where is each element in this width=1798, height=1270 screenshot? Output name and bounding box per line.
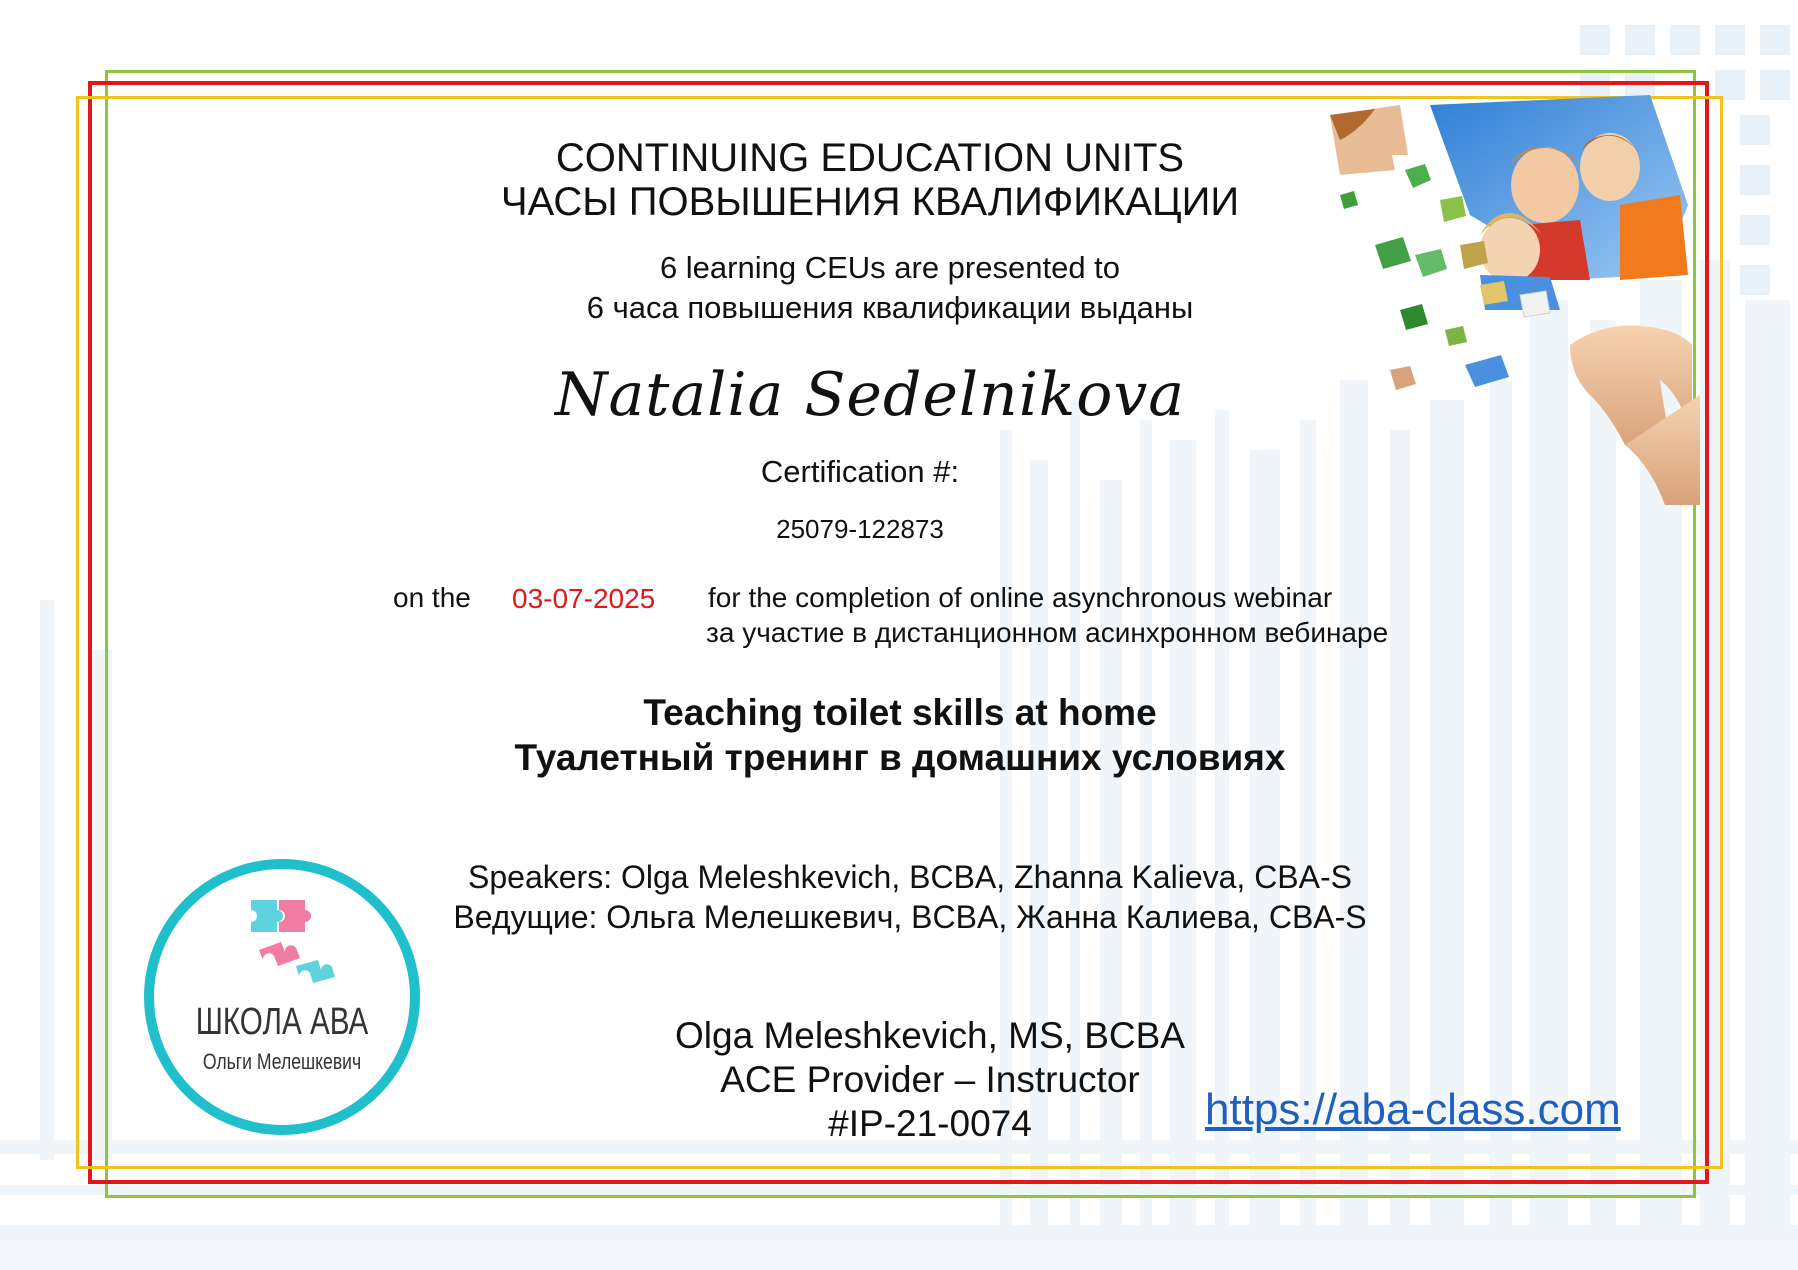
title-en: CONTINUING EDUCATION UNITS bbox=[555, 136, 1185, 180]
presented-en: 6 learning CEUs are presented to bbox=[659, 250, 1121, 285]
logo-subtitle: Ольги Мелешкевич bbox=[202, 1049, 362, 1074]
completion-text-en: for the completion of online asynchronous webinar bbox=[708, 582, 1333, 613]
school-logo bbox=[143, 858, 421, 1136]
signer-role: ACE Provider – Instructor bbox=[720, 1059, 1140, 1100]
presented-ru: 6 часа повышения квалификации выданы bbox=[586, 290, 1194, 325]
website-link[interactable]: https://aba-class.com bbox=[1205, 1085, 1621, 1134]
logo-title: ШКОЛА АВА bbox=[195, 1001, 369, 1043]
signer-name: Olga Meleshkevich, MS, BCBA bbox=[675, 1015, 1185, 1056]
signer-id: #IP-21-0074 bbox=[828, 1103, 1032, 1144]
course-title-en: Teaching toilet skills at home bbox=[643, 692, 1157, 733]
course-title-ru: Туалетный тренинг в домашних условиях bbox=[514, 737, 1286, 778]
speakers-en: Speakers: Olga Meleshkevich, BCBA, Zhanna Kalieva, CBA-S bbox=[468, 859, 1352, 895]
completion-date: 03-07-2025 bbox=[512, 583, 656, 614]
certification-number: 25079-122873 bbox=[776, 514, 944, 544]
title-ru: ЧАСЫ ПОВЫШЕНИЯ КВАЛИФИКАЦИИ bbox=[500, 180, 1240, 224]
completion-text-ru: за участие в дистанционном асинхронном вебинаре bbox=[706, 617, 1389, 648]
speakers-ru: Ведущие: Ольга Мелешкевич, BCBA, Жанна Калиева, CBA-S bbox=[453, 899, 1367, 935]
certification-label: Certification #: bbox=[760, 454, 960, 489]
recipient-name: Natalia Sedelnikova bbox=[554, 360, 1186, 430]
on-the-label: on the bbox=[393, 582, 471, 613]
